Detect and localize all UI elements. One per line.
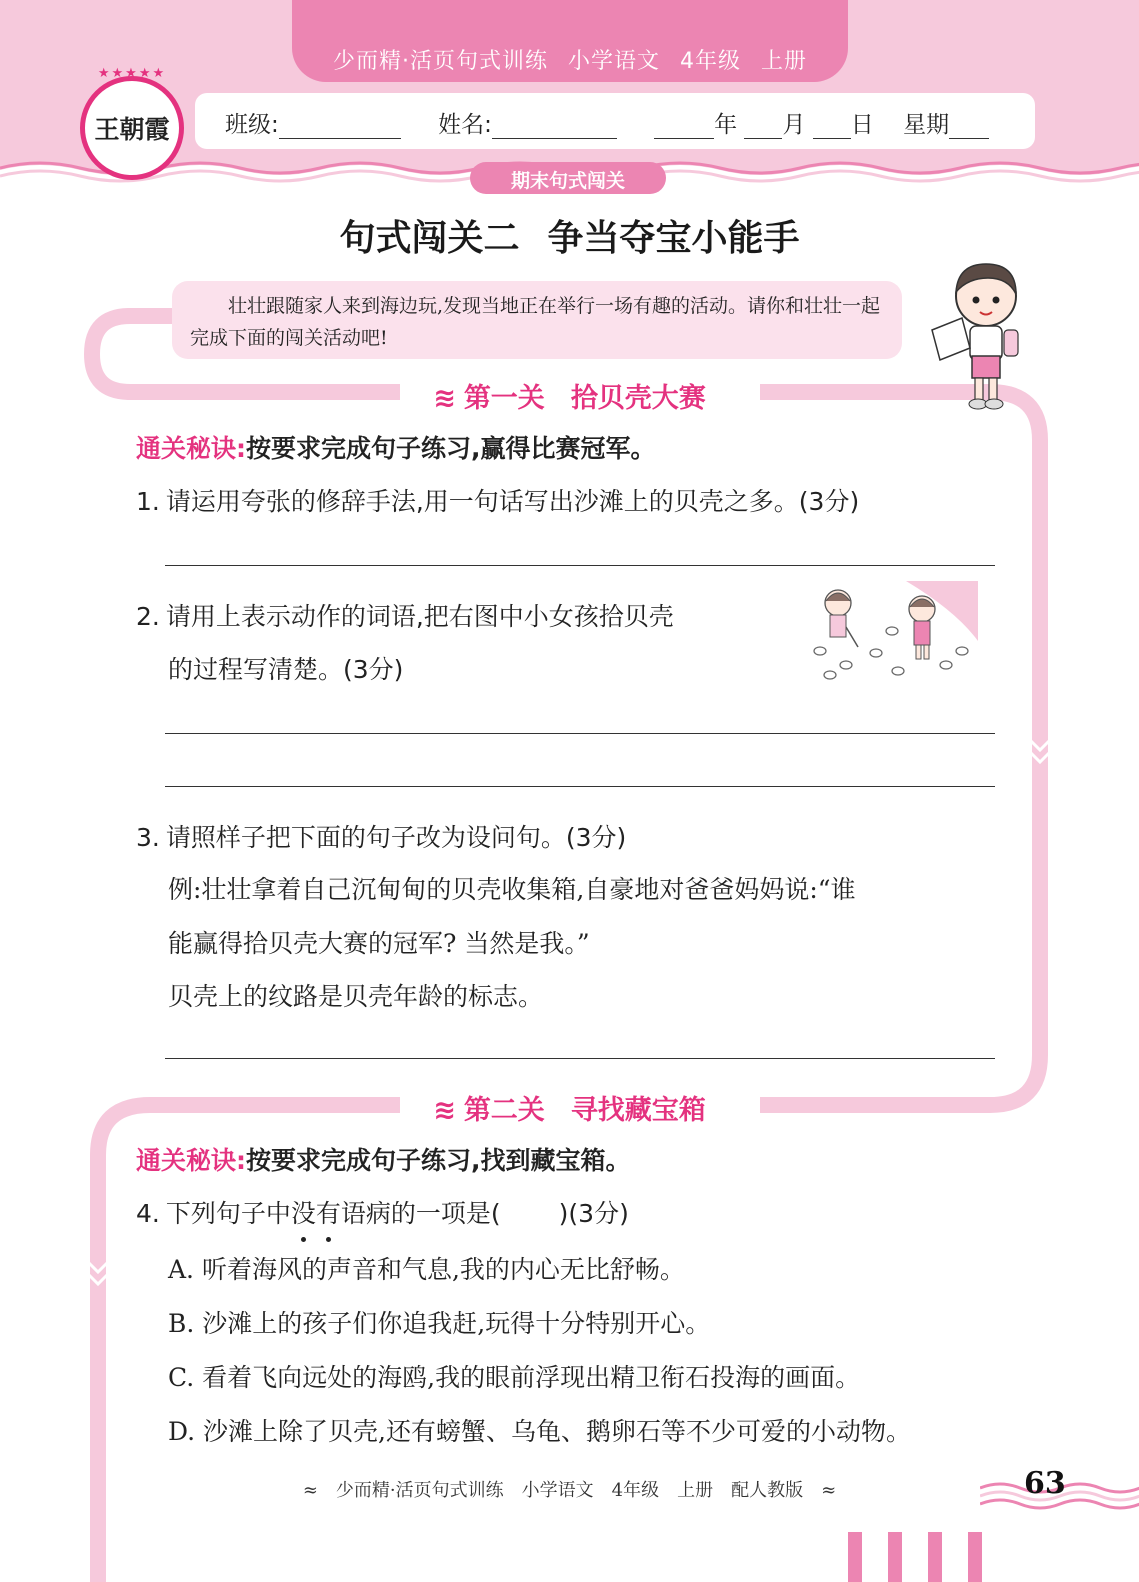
level1-tip (136, 429, 656, 465)
name-label: 姓名: (438, 112, 492, 138)
footer-subject: 小学语文 (521, 1480, 594, 1501)
name-field[interactable] (492, 114, 617, 139)
footer-wave-icon-right: ≈ (821, 1480, 837, 1501)
answer-line-1[interactable] (165, 565, 995, 566)
level2-subtitle: 寻找藏宝箱 (570, 1095, 706, 1126)
question-1 (136, 482, 859, 518)
day-label: 日 (850, 112, 874, 138)
weekday-field[interactable] (949, 114, 989, 139)
question-4-score: )(3分) (558, 1199, 629, 1228)
page-number: 63 (1024, 1466, 1066, 1501)
option-b[interactable]: B. 沙滩上的孩子们你追我赶,玩得十分特别开心。 (168, 1309, 711, 1338)
question-3-sentence: 贝壳上的纹路是贝壳年龄的标志。 (168, 982, 544, 1011)
question-4-text-after: 语病的一项是( (340, 1199, 501, 1228)
footer-bar (928, 1532, 942, 1582)
question-4 (136, 1194, 629, 1230)
page-title (0, 210, 1139, 261)
option-a[interactable]: A. 听着海风的声音和气息,我的内心无比舒畅。 (168, 1255, 685, 1284)
level1-subtitle: 拾贝壳大赛 (570, 383, 706, 414)
girl-picking-shells-image (806, 581, 978, 685)
level1-tip-text: 按要求完成句子练习,赢得比赛冠军。 (246, 434, 656, 463)
emphasis-char-2: 有 (316, 1194, 341, 1230)
month-field[interactable] (744, 114, 782, 139)
series-title (292, 44, 848, 75)
question-2-line1: 请用上表示动作的词语,把右图中小女孩拾贝壳 (165, 602, 674, 631)
intro-text: 壮壮跟随家人来到海边玩,发现当地正在举行一场有趣的活动。请你和壮壮一起完成下面的闯关活动吧! (190, 295, 881, 349)
class-label: 班级: (225, 112, 279, 138)
footer-bar (888, 1532, 902, 1582)
level2-tip-text: 按要求完成句子练习,找到藏宝箱。 (246, 1146, 631, 1175)
level1-heading (0, 376, 1139, 415)
logo-stars: ★★★★★ (97, 66, 167, 81)
footer-wave-icon-left: ≈ (302, 1480, 318, 1501)
question-2 (136, 597, 674, 633)
day-field[interactable] (813, 114, 851, 139)
page-title-part1: 句式闯关二 (339, 218, 520, 259)
footer-edition: 配人教版 (731, 1480, 804, 1501)
question-4-text-before: 下列句子中 (165, 1199, 291, 1228)
level1-name: 第一关 (463, 383, 545, 414)
question-1-number: 1. (136, 487, 160, 516)
year-field[interactable] (654, 114, 714, 139)
question-3-example-line2: 能赢得拾贝壳大赛的冠军? 当然是我。” (168, 929, 590, 958)
wave-icon: ≋ (433, 1095, 456, 1126)
answer-line-2b[interactable] (165, 786, 995, 787)
answer-line-2a[interactable] (165, 733, 995, 734)
footer (0, 1476, 1139, 1502)
option-d[interactable]: D. 沙滩上除了贝壳,还有螃蟹、乌龟、鹅卵石等不少可爱的小动物。 (168, 1417, 911, 1446)
level1-tip-label: 通关秘诀: (136, 434, 246, 463)
section-tag-label: 期末句式闯关 (510, 170, 625, 192)
level2-tip-label: 通关秘诀: (136, 1146, 246, 1175)
logo-text: 王朝霞 (94, 115, 170, 144)
page-title-part2: 争当夺宝小能手 (547, 218, 800, 259)
question-4-number: 4. (136, 1199, 160, 1228)
student-info-fields (225, 106, 989, 139)
question-3 (136, 818, 626, 854)
series-subject: 小学语文 (567, 49, 660, 74)
question-3-text: 请照样子把下面的句子改为设问句。(3分) (165, 823, 627, 852)
footer-bar (968, 1532, 982, 1582)
question-1-text: 请运用夸张的修辞手法,用一句话写出沙滩上的贝壳之多。(3分) (165, 487, 860, 516)
weekday-label: 星期 (903, 112, 950, 138)
footer-bar (848, 1532, 862, 1582)
level2-name: 第二关 (463, 1095, 545, 1126)
series-volume: 上册 (761, 49, 808, 74)
series-name: 少而精·活页句式训练 (332, 49, 548, 74)
answer-line-3[interactable] (165, 1058, 995, 1059)
class-field[interactable] (279, 114, 401, 139)
footer-grade: 4年级 (611, 1480, 660, 1501)
question-3-number: 3. (136, 823, 160, 852)
level2-tip (136, 1141, 631, 1177)
question-2-line2: 的过程写清楚。(3分) (168, 655, 404, 684)
footer-volume: 上册 (677, 1480, 714, 1501)
footer-series: 少而精·活页句式训练 (335, 1480, 504, 1501)
option-c[interactable]: C. 看着飞向远处的海鸥,我的眼前浮现出精卫衔石投海的画面。 (168, 1363, 861, 1392)
month-label: 月 (782, 112, 806, 138)
question-3-example-line1: 例:壮壮拿着自己沉甸甸的贝壳收集箱,自豪地对爸爸妈妈说:“谁 (168, 875, 856, 904)
question-2-number: 2. (136, 602, 160, 631)
level2-heading (0, 1088, 1139, 1127)
emphasis-char-1: 没 (291, 1194, 316, 1230)
wave-icon: ≋ (433, 383, 456, 414)
series-grade: 4年级 (680, 49, 741, 74)
year-label: 年 (714, 112, 738, 138)
